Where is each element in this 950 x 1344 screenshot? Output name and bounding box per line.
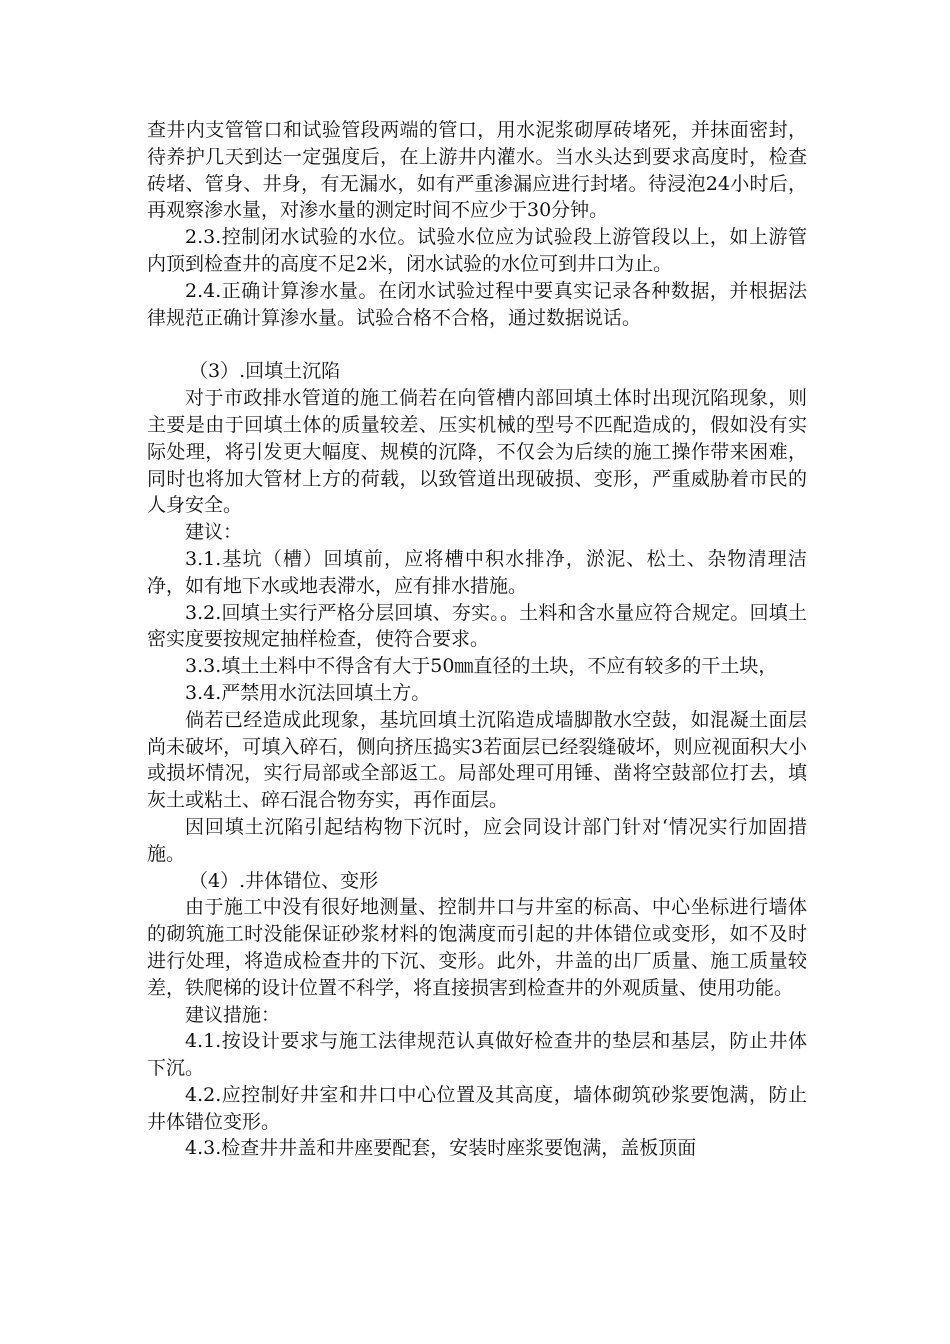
- body-paragraph: 2.4.正确计算渗水量。在闭水试验过程中要真实记录各种数据，并根据法律规范正确计算渗水量。试验合格不合格，通过数据说话。: [147, 279, 807, 329]
- body-paragraph: 4.3.检查井井盖和井座要配套，安装时座浆要饱满，盖板顶面: [185, 1137, 697, 1160]
- body-paragraph: 4.2.应控制好井室和井口中心位置及其高度，墙体砌筑砂浆要饱满，防止井体错位变形。: [147, 1083, 807, 1133]
- section-heading: （4）.井体错位、变形: [189, 869, 379, 892]
- body-paragraph: 对于市政排水管道的施工倘若在向管槽内部回填土体时出现沉陷现象，则主要是由于回填土体的质量较差、压实机械的型号不匹配造成的，假如没有实际处理，将引发更大幅度、规模的沉降，不仅会为后续的施工操作带来困难，同时也将加大管材上方的荷载，以致管道出现破损、变形，严重威胁着市民的人身安全。: [147, 387, 807, 517]
- body-paragraph: 查井内支管管口和试验管段两端的管口，用水泥浆砌厚砖堵死，并抹面密封，待养护几天到达一定强度后，在上游井内灌水。当水头达到要求高度时，检查砖堵、管身、井身，有无漏水，如有严重渗漏应进行封堵。待浸泡24小时后，再观察渗水量，对渗水量的测定时间不应少于30分钟。: [147, 119, 807, 222]
- body-paragraph: 4.1.按设计要求与施工法律规范认真做好检查井的垫层和基层，防止井体下沉。: [147, 1030, 807, 1080]
- body-paragraph: 因回填土沉陷引起结构物下沉时，应会同设计部门针对‘情况实行加固措施。: [147, 815, 807, 865]
- paragraph-spacer: [147, 331, 807, 358]
- body-paragraph: 倘若已经造成此现象，基坑回填土沉陷造成墙脚散水空鼓，如混凝土面层尚未破坏，可填入碎石，侧向挤压捣实3若面层已经裂缝破坏，则应视面积大小或损坏情况，实行局部或全部返工。局部处理可用锤、凿将空鼓部位打去，填灰土或粘土、碎石混合物夯实，再作面层。: [147, 708, 807, 812]
- body-paragraph: 2.3.控制闭水试验的水位。试验水位应为试验段上游管段以上，如上游管内顶到检查井的高度不足2米，闭水试验的水位可到井口为止。: [147, 226, 807, 275]
- body-paragraph: 建议：: [185, 521, 243, 544]
- body-paragraph: 3.2.回填土实行严格分层回填、夯实。。土料和含水量应符合规定。回填土密实度要按规定抽样检查，使符合要求。: [147, 601, 807, 651]
- body-paragraph: 3.4.严禁用水沉法回填土方。: [185, 681, 431, 704]
- document-body: [147, 117, 807, 1162]
- body-paragraph: 由于施工中没有很好地测量、控制井口与井室的标高、中心坐标进行墙体的砌筑施工时没能保证砂浆材料的饱满度而引起的井体错位或变形，如不及时进行处理，将造成检查井的下沉、变形。此外，井盖的出厂质量、施工质量较差，铁爬梯的设计位置不科学，将直接损害到检查井的外观质量、使用功能。: [147, 896, 807, 999]
- section-heading: （3）.回填土沉陷: [189, 360, 341, 383]
- body-paragraph: 3.3.填土土料中不得含有大于50㎜直径的土块，不应有较多的干土块，: [185, 655, 778, 678]
- body-paragraph: 3.1.基坑（槽）回填前，应将槽中积水排净，淤泥、松土、杂物清理洁净，如有地下水或地表滞水，应有排水措施。: [147, 547, 807, 597]
- body-paragraph: 建议措施：: [185, 1003, 281, 1026]
